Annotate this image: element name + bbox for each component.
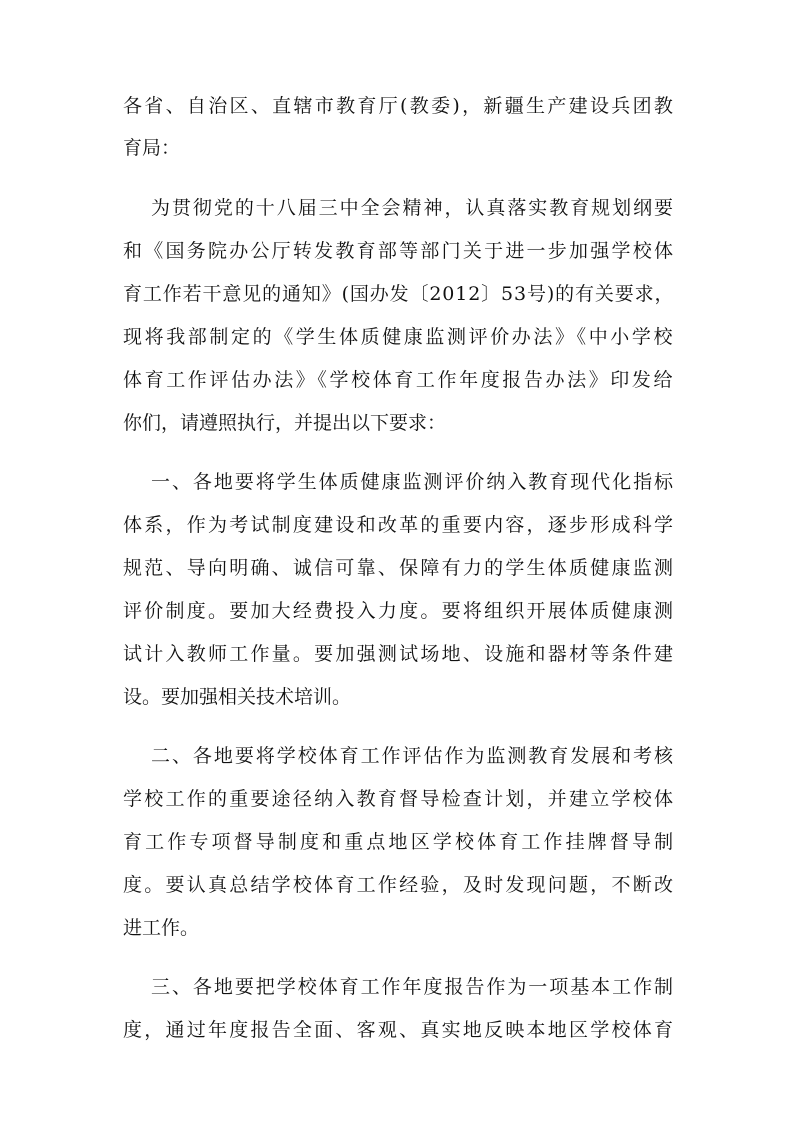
paragraph-line: 评价制度。要加大经费投入力度。要将组织开展体质健康测 bbox=[123, 600, 676, 622]
paragraph-line: 学校工作的重要途径纳入教育督导检查计划，并建立学校体 bbox=[123, 788, 676, 810]
paragraph-line: 二、各地要将学校体育工作评估作为监测教育发展和考核 bbox=[151, 745, 676, 767]
paragraph-line: 体育工作评估办法》《学校体育工作年度报告办法》印发给 bbox=[123, 369, 676, 391]
paragraph-line: 你们，请遵照执行，并提出以下要求： bbox=[123, 412, 447, 434]
salutation-line: 育局： bbox=[123, 137, 181, 159]
paragraph-line: 育工作专项督导制度和重点地区学校体育工作挂牌督导制 bbox=[123, 831, 677, 853]
paragraph-line: 进工作。 bbox=[123, 917, 200, 939]
paragraph-line: 三、各地要把学校体育工作年度报告作为一项基本工作制 bbox=[151, 976, 676, 998]
salutation-line: 各省、自治区、直辖市教育厅(教委)，新疆生产建设兵团教 bbox=[123, 95, 676, 117]
paragraph-line: 度，通过年度报告全面、客观、真实地反映本地区学校体育 bbox=[123, 1019, 676, 1041]
paragraph-line: 度。要认真总结学校体育工作经验，及时发现问题，不断改 bbox=[123, 874, 676, 896]
paragraph-line: 现将我部制定的《学生体质健康监测评价办法》《中小学校 bbox=[123, 326, 676, 348]
paragraph-line: 和《国务院办公厅转发教育部等部门关于进一步加强学校体 bbox=[123, 240, 676, 262]
paragraph-line: 规范、导向明确、诚信可靠、保障有力的学生体质健康监测 bbox=[123, 557, 676, 579]
paragraph-line: 为贯彻党的十八届三中全会精神，认真落实教育规划纲要 bbox=[151, 197, 676, 219]
paragraph-line: 育工作若干意见的通知》(国办发〔2012〕53号)的有关要求， bbox=[123, 283, 675, 305]
paragraph-line: 试计入教师工作量。要加强测试场地、设施和器材等条件建 bbox=[123, 643, 676, 665]
paragraph-line: 一、各地要将学生体质健康监测评价纳入教育现代化指标 bbox=[151, 471, 676, 493]
paragraph-line: 体系，作为考试制度建设和改革的重要内容，逐步形成科学 bbox=[123, 514, 676, 536]
paragraph-line: 设。要加强相关技术培训。 bbox=[123, 686, 352, 708]
